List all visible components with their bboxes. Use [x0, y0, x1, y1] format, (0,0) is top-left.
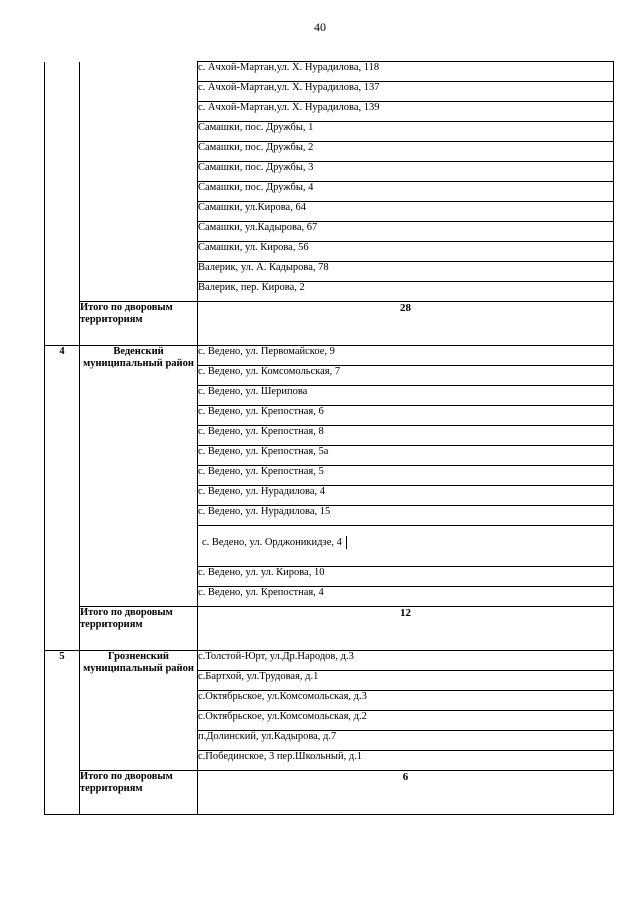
address-cell: Самашки, пос. Дружбы, 4: [198, 182, 614, 202]
address-cell: Самашки, ул. Кирова, 56: [198, 242, 614, 262]
address-cell: с. Ведено, ул. Крепостная, 4: [198, 587, 614, 607]
address-cell: с. Ведено, ул. Крепостная, 8: [198, 426, 614, 446]
address-cell: с. Ведено, ул. Крепостная, 6: [198, 406, 614, 426]
address-cell: Самашки, ул.Кадырова, 67: [198, 222, 614, 242]
address-cell: Самашки, пос. Дружбы, 3: [198, 162, 614, 182]
section-number: 5: [45, 651, 80, 815]
address-cell: Самашки, пос. Дружбы, 2: [198, 142, 614, 162]
address-cell: Валерик, ул. А. Кадырова, 78: [198, 262, 614, 282]
page-number: 40: [314, 20, 326, 34]
address-cell: с. Ведено, ул. Крепостная, 5а: [198, 446, 614, 466]
yards-table: [44, 61, 614, 815]
table-row: [45, 651, 614, 671]
address-cell: с. Ведено, ул. Комсомольская, 7: [198, 366, 614, 386]
address-cell: с.Октябрьское, ул.Комсомольская, д.3: [198, 691, 614, 711]
total-label: Итого по дворовым территориям: [80, 302, 198, 346]
total-row: [45, 607, 614, 651]
address-cell: с.Бартхой, ул.Трудовая, д.1: [198, 671, 614, 691]
address-cell: [198, 526, 614, 567]
address-cell: с. Ачхой-Мартан,ул. Х. Нурадилова, 118: [198, 62, 614, 82]
total-label: Итого по дворовым территориям: [80, 771, 198, 815]
total-value: 6: [198, 771, 614, 815]
address-cell: с.Толстой-Юрт, ул.Др.Народов, д.3: [198, 651, 614, 671]
total-row: [45, 771, 614, 815]
address-cell: Самашки, ул.Кирова, 64: [198, 202, 614, 222]
district-name: Грозненский муниципальный район: [80, 651, 198, 771]
address-cell: с. Ведено, ул. Крепостная, 5: [198, 466, 614, 486]
total-value: 12: [198, 607, 614, 651]
total-value: 28: [198, 302, 614, 346]
address-cell: с. Ведено, ул. Нурадилова, 15: [198, 506, 614, 526]
address-cell: Валерик, пер. Кирова, 2: [198, 282, 614, 302]
address-cell: Самашки, пос. Дружбы, 1: [198, 122, 614, 142]
total-row: [45, 302, 614, 346]
address-cell: п.Долинский, ул.Кадырова, д.7: [198, 731, 614, 751]
address-cell: с. Ведено, ул. ул. Кирова, 10: [198, 567, 614, 587]
address-cell: с.Побединское, 3 пер.Школьный, д.1: [198, 751, 614, 771]
address-cell: с. Ачхой-Мартан,ул. Х. Нурадилова, 139: [198, 102, 614, 122]
address-cell: с. Ачхой-Мартан,ул. Х. Нурадилова, 137: [198, 82, 614, 102]
number-cell: [45, 62, 80, 346]
address-cell: с. Ведено, ул. Первомайское, 9: [198, 346, 614, 366]
section-number: 4: [45, 346, 80, 651]
district-name: Веденский муниципальный район: [80, 346, 198, 607]
table-row: [45, 62, 614, 82]
district-cell: [80, 62, 198, 302]
total-label: Итого по дворовым территориям: [80, 607, 198, 651]
address-text: с. Ведено, ул. Орджоникидзе, 4: [198, 536, 347, 549]
table-row: [45, 346, 614, 366]
address-cell: с. Ведено, ул. Шерипова: [198, 386, 614, 406]
address-cell: с. Ведено, ул. Нурадилова, 4: [198, 486, 614, 506]
address-cell: с.Октябрьское, ул.Комсомольская, д.2: [198, 711, 614, 731]
